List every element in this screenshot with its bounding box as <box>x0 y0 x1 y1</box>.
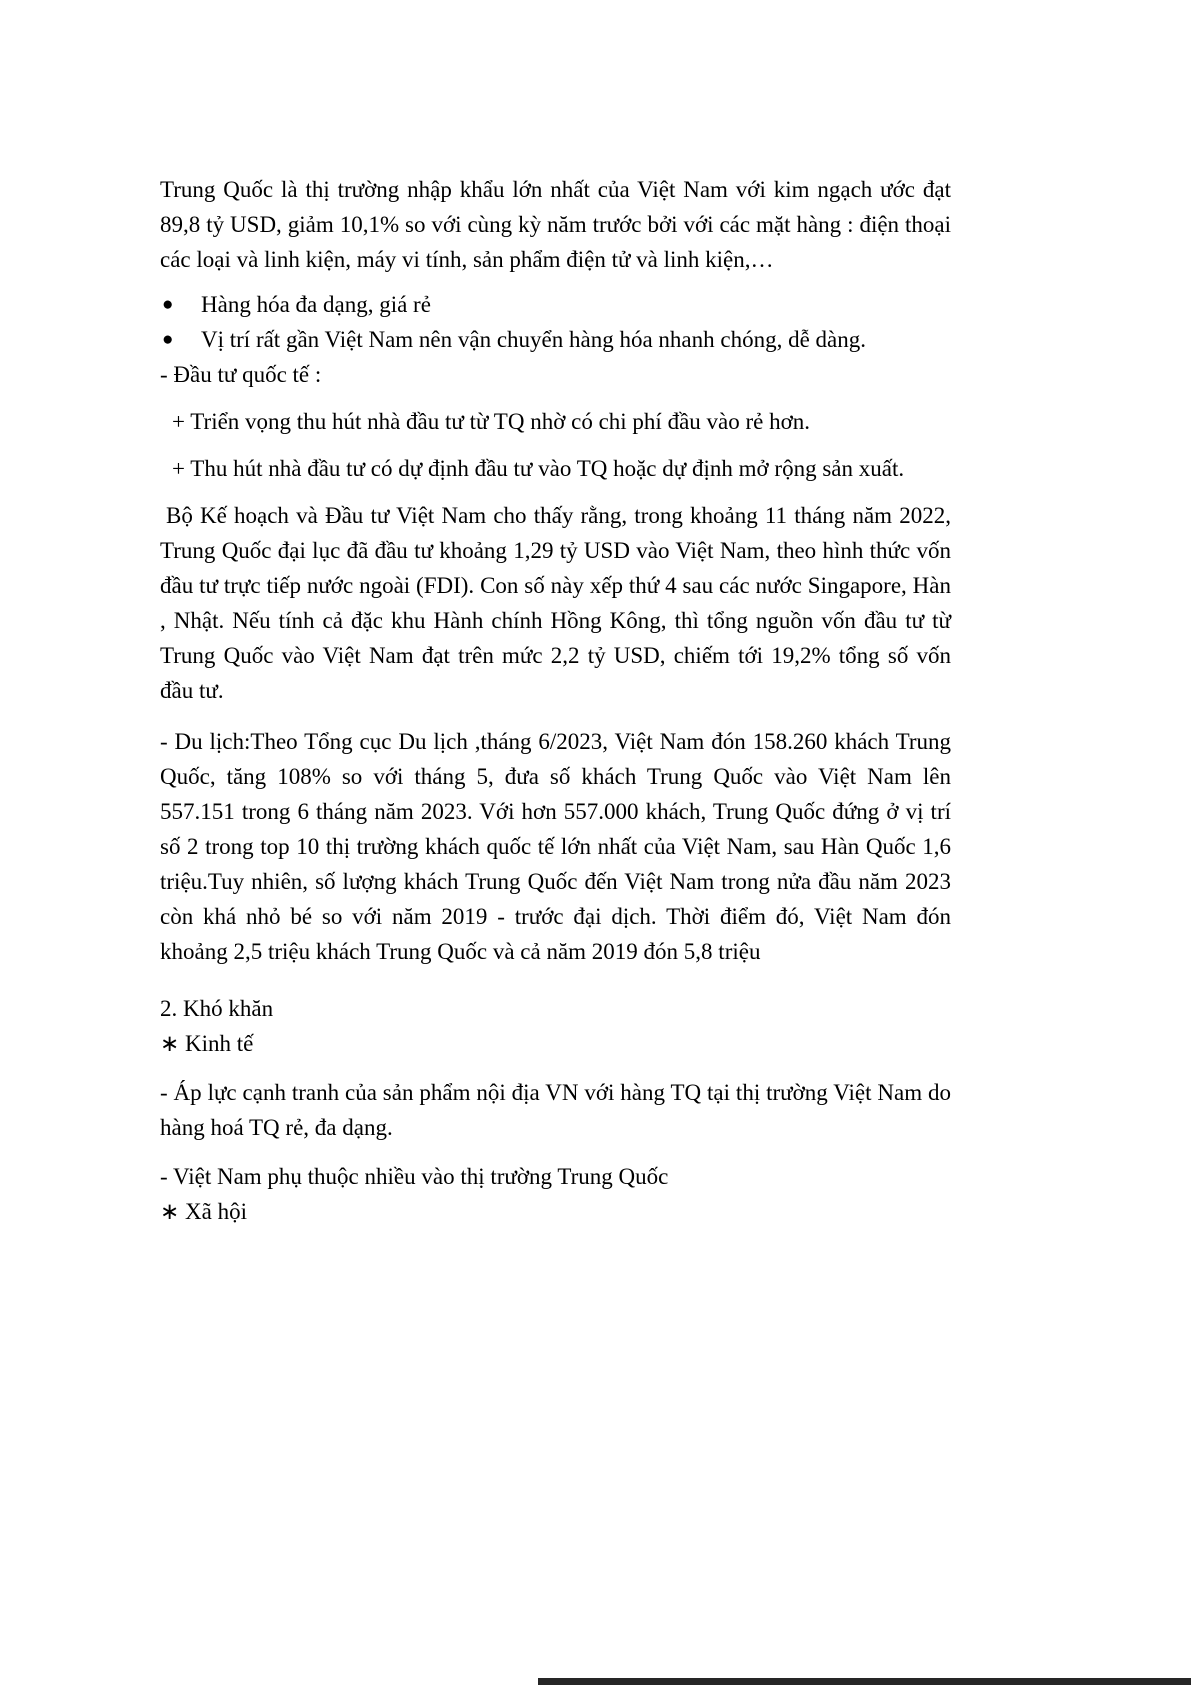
tourism-paragraph: - Du lịch:Theo Tổng cục Du lịch ,tháng 6/2023, Việt Nam đón 158.260 khách Trung Quốc, tăng 108% so với tháng 5, đưa số khách Trung Quốc vào Việt Nam lên 557.151 trong 6 tháng năm 2023. Với hơn 557.000 khách, Trung Quốc đứng ở vị trí số 2 trong top 10 thị trường khách quốc tế lớn nhất của Việt Nam, sau Hàn Quốc 1,6 triệu.Tuy nhiên, số lượng khách Trung Quốc đến Việt Nam trong nửa đầu năm 2023 còn khá nhỏ bé so với năm 2019 - trước đại dịch. Thời điểm đó, Việt Nam đón khoảng 2,5 triệu khách Trung Quốc và cả năm 2019 đón 5,8 triệu <box>160 729 951 964</box>
bullet-text: Vị trí rất gần Việt Nam nên vận chuyển hàng hóa nhanh chóng, dễ dàng. <box>201 327 867 352</box>
investment-heading: - Đầu tư quốc tế : <box>160 362 322 387</box>
bottom-bar <box>538 1678 1191 1685</box>
section2-heading: 2. Khó khăn <box>160 996 274 1021</box>
list-item <box>160 287 951 322</box>
bullet-icon: ● <box>162 294 174 315</box>
economy-subheading: ∗ Kinh tế <box>160 1031 254 1056</box>
bullet-list <box>160 287 951 357</box>
difficulty-point-2: - Việt Nam phụ thuộc nhiều vào thị trường Trung Quốc <box>160 1164 669 1189</box>
intro-paragraph: Trung Quốc là thị trường nhập khẩu lớn nhất của Việt Nam với kim ngạch ước đạt 89,8 tỷ USD, giảm 10,1% so với cùng kỳ năm trước bởi với các mặt hàng : điện thoại các loại và linh kiện, máy vi tính, sản phẩm điện tử và linh kiện,… <box>160 177 951 272</box>
investment-point-2: + Thu hút nhà đầu tư có dự định đầu tư vào TQ hoặc dự định mở rộng sản xuất. <box>172 456 905 481</box>
society-subheading: ∗ Xã hội <box>160 1199 247 1224</box>
difficulty-point-1: - Áp lực cạnh tranh của sản phẩm nội địa VN với hàng TQ tại thị trường Việt Nam do hàng hoá TQ rẻ, đa dạng. <box>160 1080 951 1140</box>
bullet-text: Hàng hóa đa dạng, giá rẻ <box>201 292 431 317</box>
investment-point-1: + Triển vọng thu hút nhà đầu tư từ TQ nhờ có chi phí đầu vào rẻ hơn. <box>172 409 811 434</box>
fdi-paragraph: Bộ Kế hoạch và Đầu tư Việt Nam cho thấy rằng, trong khoảng 11 tháng năm 2022, Trung Quốc đại lục đã đầu tư khoảng 1,29 tỷ USD vào Việt Nam, theo hình thức vốn đầu tư trực tiếp nước ngoài (FDI). Con số này xếp thứ 4 sau các nước Singapore, Hàn , Nhật. Nếu tính cả đặc khu Hành chính Hồng Kông, thì tổng nguồn vốn đầu tư từ Trung Quốc vào Việt Nam đạt trên mức 2,2 tỷ USD, chiếm tới 19,2% tổng số vốn đầu tư. <box>160 503 951 703</box>
list-item <box>160 322 951 357</box>
bullet-icon: ● <box>162 329 174 350</box>
